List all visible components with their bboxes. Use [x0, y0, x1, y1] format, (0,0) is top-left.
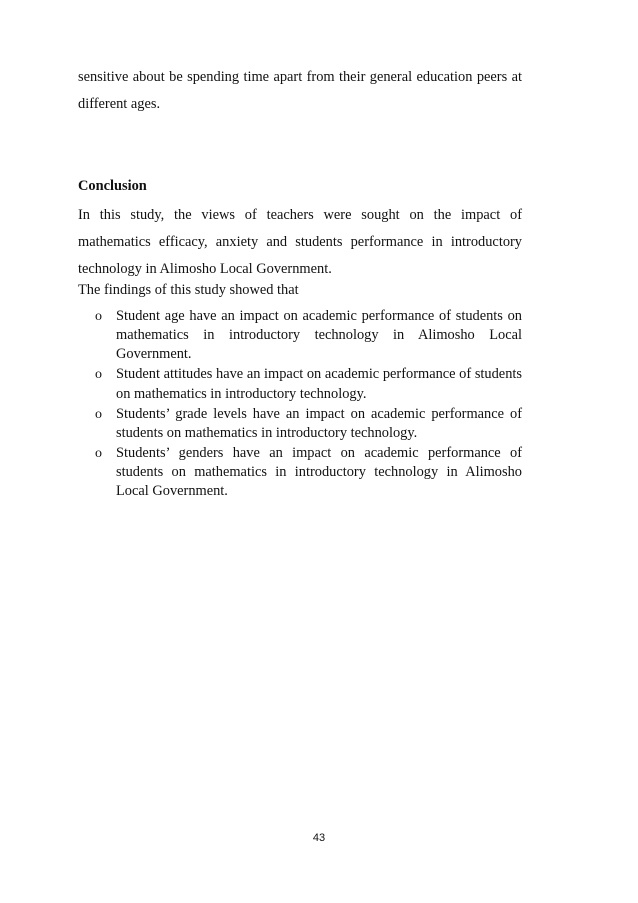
finding-text: Students’ grade levels have an impact on academic performance of students on mathematics in introductory technology. — [116, 405, 522, 441]
finding-text: Student age have an impact on academic performance of students on mathematics in introductory technology in Alimosho Local Government. — [116, 308, 522, 363]
list-item — [95, 307, 522, 365]
list-item — [95, 365, 522, 403]
list-item — [95, 405, 522, 443]
finding-text: Student attitudes have an impact on academic performance of students on mathematics in introductory technology. — [116, 366, 522, 402]
section-heading-conclusion: Conclusion — [78, 178, 147, 194]
list-item — [95, 444, 522, 502]
bullet-marker: o — [95, 445, 102, 461]
finding-text: Students’ genders have an impact on academic performance of students on mathematics in introductory technology in Alimosho Local Government. — [116, 444, 522, 500]
bullet-marker: o — [95, 367, 102, 383]
continuation-paragraph: sensitive about be spending time apart from their general education peers at different ages. — [78, 69, 522, 112]
findings-list — [95, 307, 522, 502]
bullet-marker: o — [95, 406, 102, 422]
bullet-marker: o — [95, 309, 102, 324]
page-number: 43 — [312, 832, 326, 844]
findings-lead-paragraph: The findings of this study showed that — [78, 282, 299, 298]
intro-paragraph: In this study, the views of teachers were sought on the impact of mathematics efficacy, anxiety and students performance in introductory technology in Alimosho Local Government. — [78, 207, 522, 277]
